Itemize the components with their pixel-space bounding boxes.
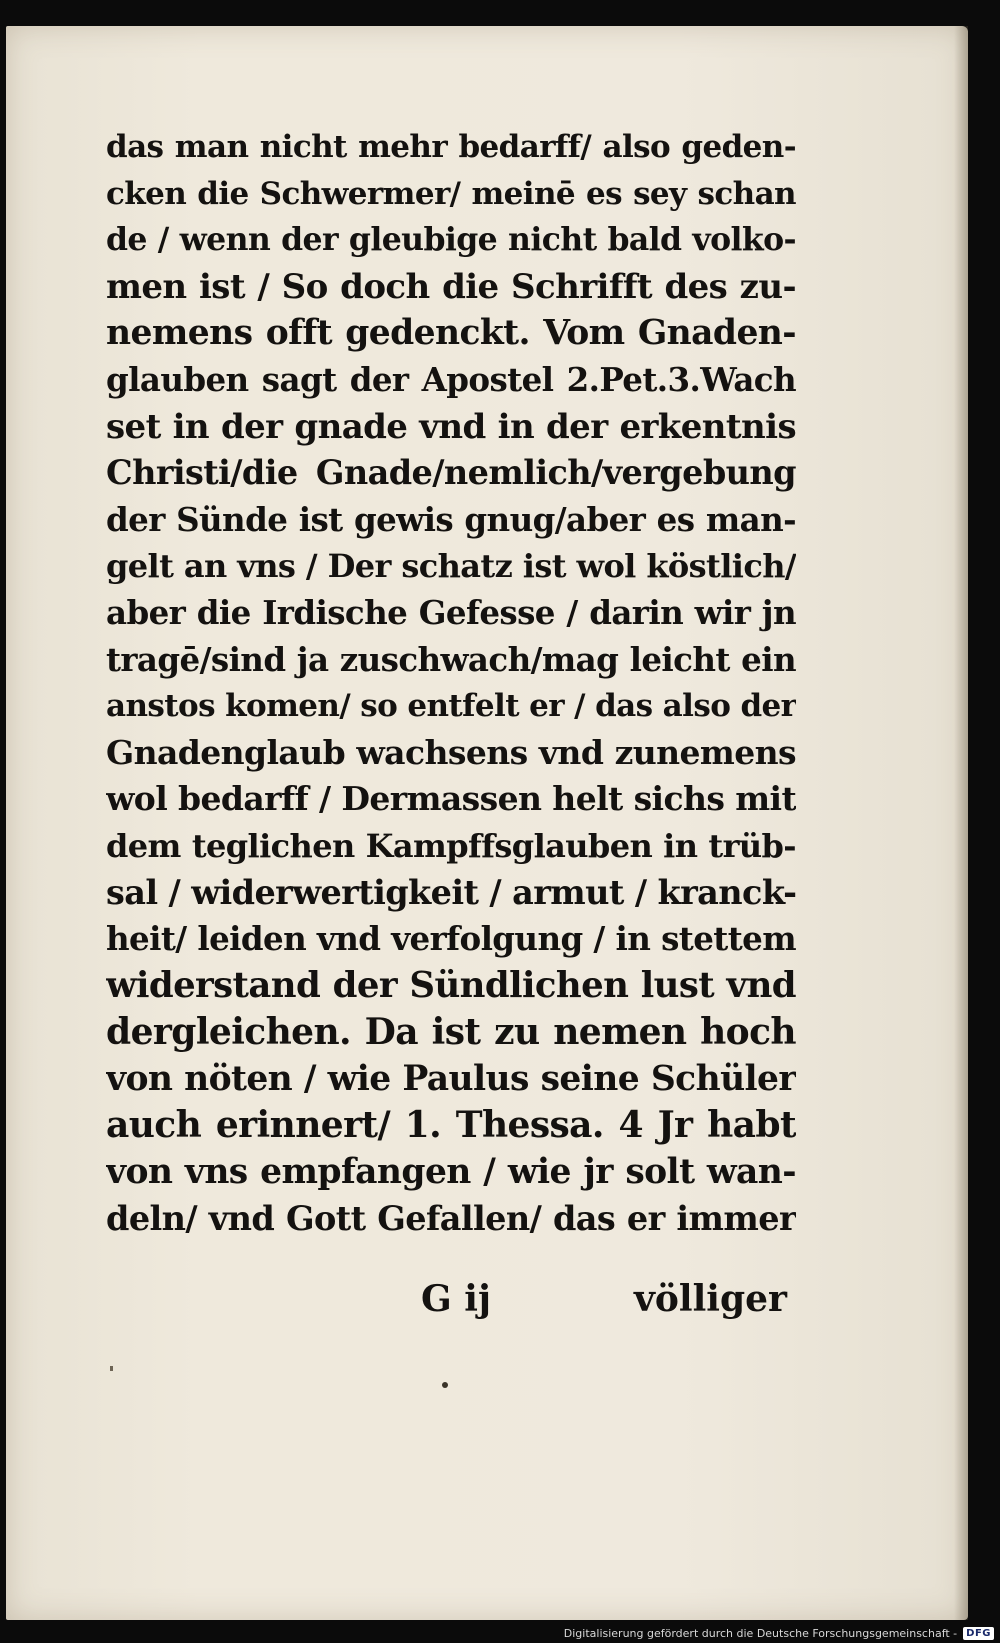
digitization-credit — [564, 1623, 994, 1643]
ink-speck — [110, 1366, 113, 1371]
text-line: das man nicht mehr bedarff/ also geden- — [106, 129, 796, 165]
ink-speck — [442, 1382, 448, 1388]
text-line: anstos komen/ so entfelt er / das also der — [106, 688, 796, 725]
text-line: deln/ vnd Gott Gefallen/ das er immer — [106, 1198, 796, 1238]
text-line: widerstand der Sündlichen lust vnd — [106, 964, 796, 1006]
text-line: tragē/sind ja zuschwach/mag leicht ein — [106, 639, 796, 679]
page-footer — [6, 1278, 966, 1328]
text-line: dergleichen. Da ist zu nemen hoch — [106, 1011, 796, 1054]
text-line: de / wenn der gleubige nicht bald volko- — [106, 221, 796, 259]
text-line: dem teglichen Kampffsglauben in trüb- — [106, 826, 796, 865]
text-line: nemens offt gedenckt. Vom Gnaden- — [106, 313, 796, 354]
text-line: glauben sagt der Apostel 2.Pet.3.Wach — [106, 359, 796, 399]
text-line: men ist / So doch die Schrifft des zu- — [106, 266, 796, 307]
text-line: auch erinnert/ 1. Thessa. 4 Jr habt — [106, 1104, 796, 1147]
text-line: der Sünde ist gewis gnug/aber es man- — [106, 499, 796, 539]
text-line: aber die Irdische Gefesse / darin wir jn — [106, 592, 796, 632]
text-line: Gnadenglaub wachsens vnd zunemens — [106, 732, 796, 772]
text-line: von nöten / wie Paulus seine Schüler — [106, 1058, 796, 1099]
dfg-logo: DFG — [963, 1627, 994, 1640]
text-line: sal / widerwertigkeit / armut / kranck- — [106, 872, 796, 912]
text-line: von vns empfangen / wie jr solt wan- — [106, 1152, 796, 1193]
body-text — [106, 124, 796, 1242]
text-line: gelt an vns / Der schatz ist wol köstlich/ — [106, 547, 796, 586]
text-line: set in der gnade vnd in der erkentnis — [106, 406, 796, 447]
signature-mark: G ij — [421, 1278, 491, 1320]
text-line: Christi/die Gnade/nemlich/vergebung — [106, 453, 796, 493]
book-page — [6, 26, 968, 1620]
text-line: wol bedarff / Dermassen helt sichs mit — [106, 779, 796, 819]
page-edge-shadow — [954, 26, 968, 1620]
credit-text: Digitalisierung gefördert durch die Deutsche Forschungsgemeinschaft - — [563, 1626, 958, 1640]
text-line: heit/ leiden vnd verfolgung / in stettem — [106, 919, 796, 959]
text-line: cken die Schwermer/ meinē es sey schan — [106, 175, 796, 212]
catchword: völliger — [634, 1278, 787, 1320]
